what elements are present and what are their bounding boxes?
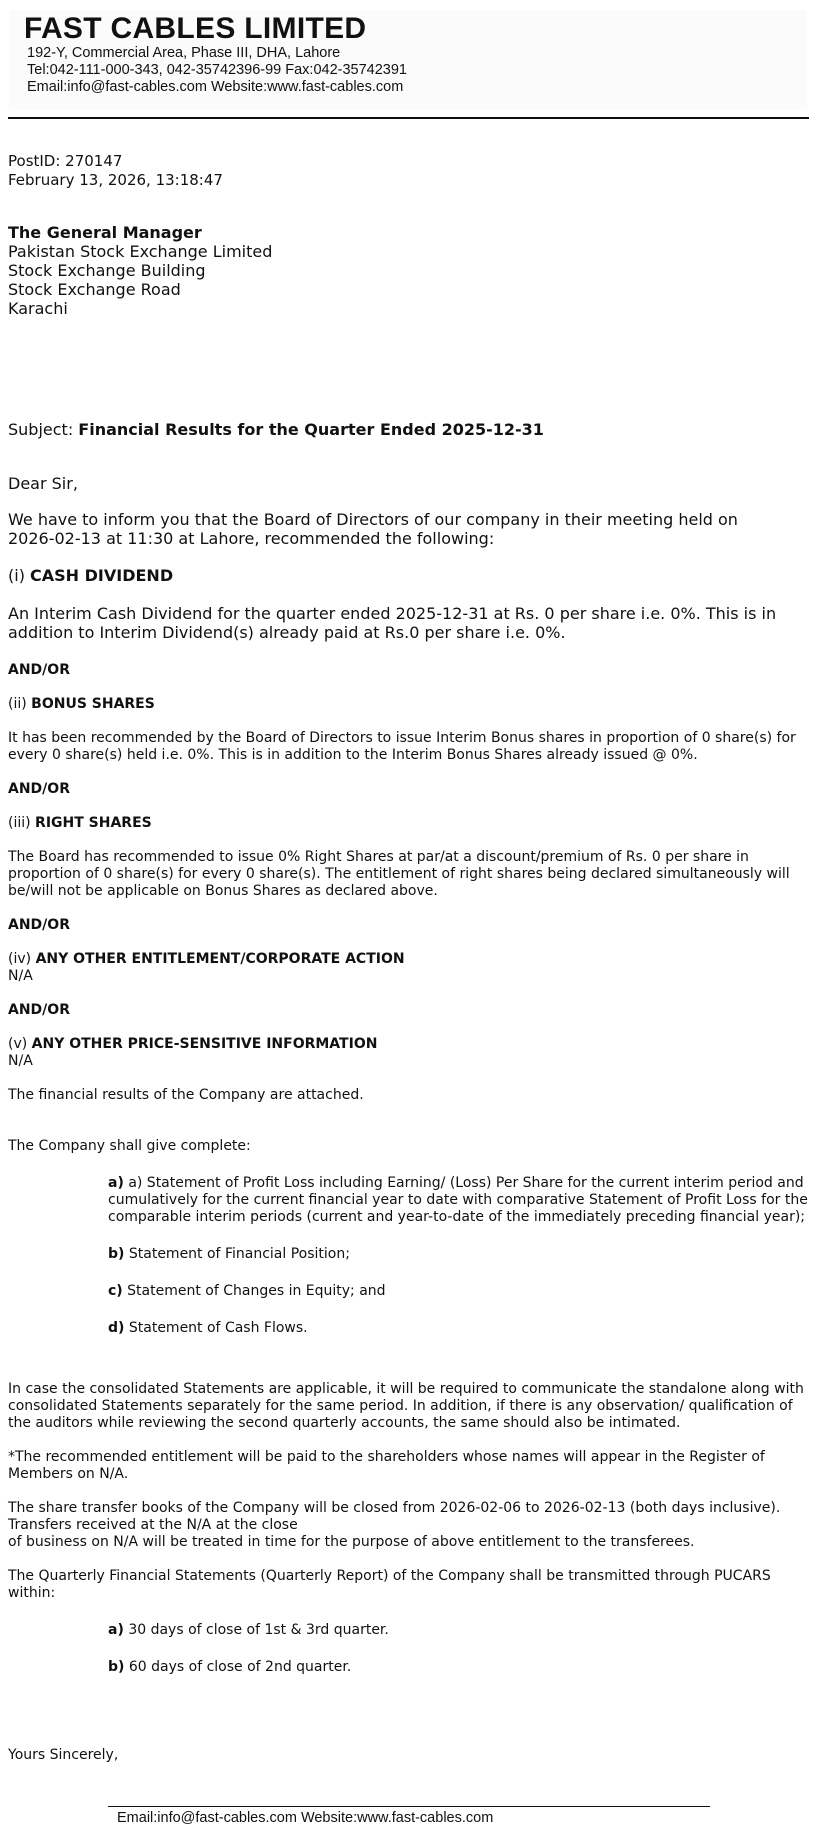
cash-dividend-heading: (i) CASH DIVIDEND bbox=[8, 566, 174, 585]
recipient-line: Stock Exchange Road bbox=[8, 280, 181, 299]
consolidated-text: In case the consolidated Statements are applicable, it will be required to communicate the standalone along with bbox=[8, 1381, 804, 1397]
right-shares-text: proportion of 0 share(s) for every 0 share(s). The entitlement of right shares being declared simultaneously will bbox=[8, 866, 790, 882]
other-entitlement-heading: (iv) ANY OTHER ENTITLEMENT/CORPORATE ACTION bbox=[8, 951, 405, 967]
andor-separator: AND/OR bbox=[8, 781, 70, 797]
right-shares-heading: (iii) RIGHT SHARES bbox=[8, 815, 152, 831]
cash-dividend-text: An Interim Cash Dividend for the quarter ended 2025-12-31 at Rs. 0 per share i.e. 0%. This is in bbox=[8, 604, 777, 623]
statement-item: b) Statement of Financial Position; bbox=[108, 1246, 350, 1262]
results-attached: The financial results of the Company are attached. bbox=[8, 1087, 364, 1103]
entitlement-note: Members on N/A. bbox=[8, 1466, 129, 1482]
statement-item: a) a) Statement of Profit Loss including Earning/ (Loss) Per Share for the current interim period and bbox=[108, 1175, 804, 1191]
closing: Yours Sincerely, bbox=[8, 1747, 119, 1763]
deadline-item: a) 30 days of close of 1st & 3rd quarter. bbox=[108, 1622, 389, 1638]
footer-divider bbox=[108, 1806, 710, 1807]
subject-text: Financial Results for the Quarter Ended 2025-12-31 bbox=[78, 420, 544, 439]
post-date: February 13, 2026, 13:18:47 bbox=[8, 171, 223, 189]
statement-item-cont: comparable interim periods (current and year-to-date of the immediately preceding financial year); bbox=[108, 1209, 805, 1225]
recipient-title: The General Manager bbox=[8, 223, 202, 242]
transfer-books-text: Transfers received at the N/A at the close bbox=[8, 1517, 298, 1533]
consolidated-text: the auditors while reviewing the second quarterly accounts, the same should also be intimated. bbox=[8, 1415, 681, 1431]
salutation: Dear Sir, bbox=[8, 474, 78, 493]
andor-separator: AND/OR bbox=[8, 1002, 70, 1018]
statement-item: c) Statement of Changes in Equity; and bbox=[108, 1283, 386, 1299]
intro-line: We have to inform you that the Board of Directors of our company in their meeting held on bbox=[8, 510, 738, 529]
header-divider bbox=[8, 117, 809, 119]
footer-contact: Email:info@fast-cables.com Website:www.fast-cables.com bbox=[117, 1810, 494, 1826]
subject-label: Subject: bbox=[8, 420, 74, 439]
recipient-line: Karachi bbox=[8, 299, 68, 318]
entitlement-note: *The recommended entitlement will be paid to the shareholders whose names will appear in the Register of bbox=[8, 1449, 765, 1465]
company-phone-fax: Tel:042-111-000-343, 042-35742396-99 Fax:042-35742391 bbox=[27, 62, 407, 78]
cash-dividend-text: addition to Interim Dividend(s) already paid at Rs.0 per share i.e. 0%. bbox=[8, 623, 566, 642]
right-shares-text: The Board has recommended to issue 0% Right Shares at par/at a discount/premium of Rs. 0 per share in bbox=[8, 849, 749, 865]
bonus-shares-text: It has been recommended by the Board of Directors to issue Interim Bonus shares in proportion of 0 share(s) for bbox=[8, 730, 796, 746]
bonus-shares-text: every 0 share(s) held i.e. 0%. This is in addition to the Interim Bonus Shares already issued @ 0%. bbox=[8, 747, 698, 763]
deadline-item: b) 60 days of close of 2nd quarter. bbox=[108, 1659, 352, 1675]
price-sensitive-heading: (v) ANY OTHER PRICE-SENSITIVE INFORMATION bbox=[8, 1036, 378, 1052]
company-address: 192-Y, Commercial Area, Phase III, DHA, Lahore bbox=[27, 45, 341, 61]
right-shares-text: be/will not be applicable on Bonus Shares as declared above. bbox=[8, 883, 438, 899]
bonus-shares-heading: (ii) BONUS SHARES bbox=[8, 696, 155, 712]
pucars-text: The Quarterly Financial Statements (Quarterly Report) of the Company shall be transmitted through PUCARS bbox=[8, 1568, 771, 1584]
price-sensitive-value: N/A bbox=[8, 1053, 33, 1069]
andor-separator: AND/OR bbox=[8, 917, 70, 933]
give-complete-intro: The Company shall give complete: bbox=[8, 1138, 251, 1154]
transfer-books-text: The share transfer books of the Company will be closed from 2026-02-06 to 2026-02-13 (both days inclusive). bbox=[8, 1500, 781, 1516]
andor-separator: AND/OR bbox=[8, 662, 70, 678]
statement-item: d) Statement of Cash Flows. bbox=[108, 1320, 308, 1336]
company-email-website: Email:info@fast-cables.com Website:www.fast-cables.com bbox=[27, 79, 404, 95]
consolidated-text: consolidated Statements separately for the same period. In addition, if there is any observation/ qualification of bbox=[8, 1398, 793, 1414]
transfer-books-text: of business on N/A will be treated in time for the purpose of above entitlement to the transferees. bbox=[8, 1534, 695, 1550]
recipient-line: Stock Exchange Building bbox=[8, 261, 206, 280]
statement-item-cont: cumulatively for the current financial year to date with comparative Statement of Profit Loss for the bbox=[108, 1192, 808, 1208]
intro-line: 2026-02-13 at 11:30 at Lahore, recommended the following: bbox=[8, 529, 495, 548]
other-entitlement-value: N/A bbox=[8, 968, 33, 984]
pucars-text: within: bbox=[8, 1585, 56, 1601]
subject bbox=[8, 420, 544, 439]
company-name: FAST CABLES LIMITED bbox=[24, 12, 367, 45]
post-id: PostID: 270147 bbox=[8, 152, 123, 170]
recipient-line: Pakistan Stock Exchange Limited bbox=[8, 242, 273, 261]
